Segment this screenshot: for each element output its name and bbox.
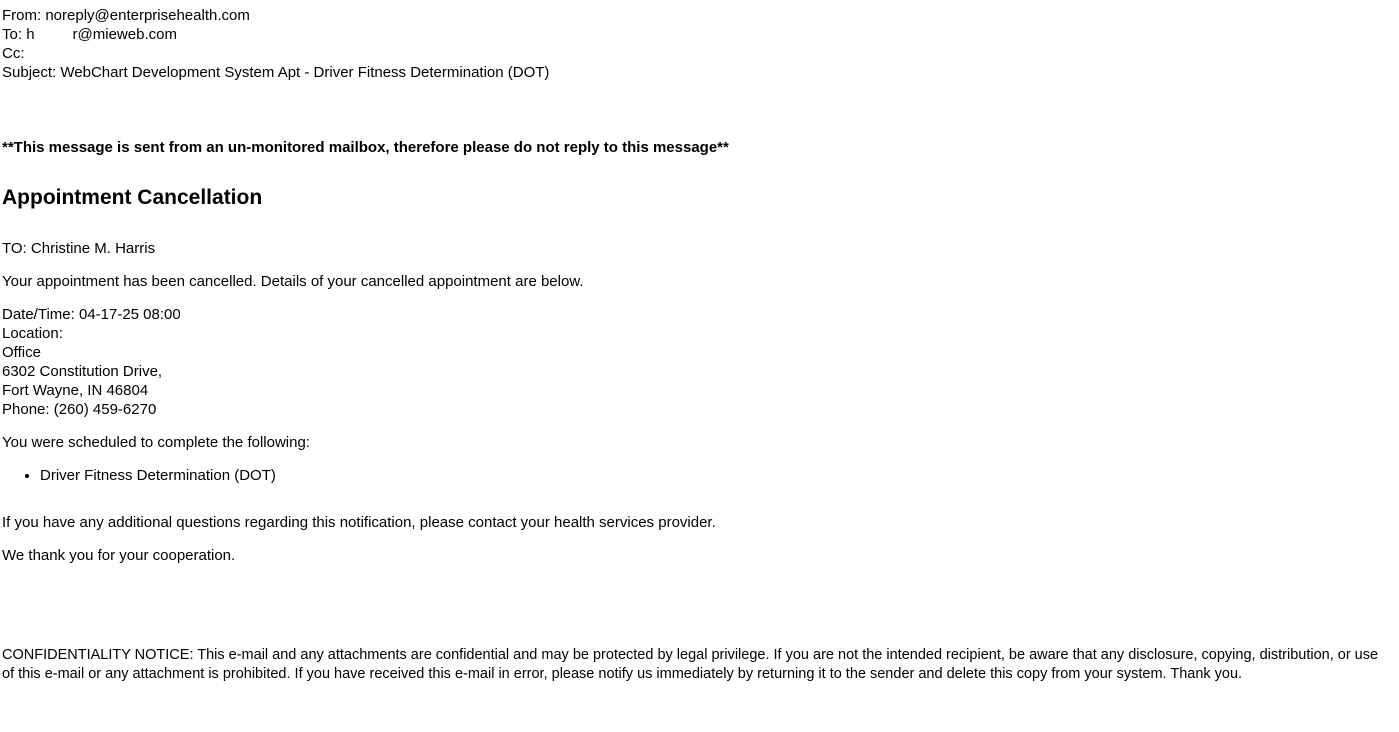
appointment-address-line2: Fort Wayne, IN 46804 bbox=[2, 382, 149, 399]
recipient-line: TO: Christine M. Harris bbox=[2, 240, 156, 257]
spacer-after-recipient bbox=[2, 258, 1399, 272]
scheduled-items-list bbox=[2, 466, 1399, 485]
email-header-cc bbox=[2, 44, 1399, 63]
to-label: To: bbox=[2, 26, 23, 43]
to-value-suffix: r@mieweb.com bbox=[72, 26, 177, 43]
from-value: noreply@enterprisehealth.com bbox=[45, 7, 250, 24]
page-title: Appointment Cancellation bbox=[2, 186, 263, 209]
to-value-prefix: h bbox=[26, 26, 35, 43]
appointment-phone: Phone: (260) 459-6270 bbox=[2, 401, 157, 418]
email-header-from bbox=[2, 6, 1399, 25]
appointment-location-name: Office bbox=[2, 344, 41, 361]
spacer-after-details bbox=[2, 419, 1399, 433]
thanks-text: We thank you for your cooperation. bbox=[2, 547, 236, 564]
list-item: • Driver Fitness Determination (DOT) bbox=[40, 466, 1399, 485]
email-header-subject bbox=[2, 63, 1399, 82]
email-header-to bbox=[2, 25, 1399, 44]
spacer-before-list bbox=[2, 452, 1399, 466]
spacer-after-list bbox=[2, 485, 1399, 513]
appointment-details-block bbox=[2, 305, 1399, 419]
spacer-after-title bbox=[2, 211, 1399, 239]
cc-label: Cc: bbox=[2, 45, 25, 62]
cancellation-text: Your appointment has been cancelled. Details of your cancelled appointment are below. bbox=[2, 273, 584, 290]
spacer-before-details bbox=[2, 291, 1399, 305]
scheduled-intro: You were scheduled to complete the following: bbox=[2, 434, 310, 451]
appointment-datetime: Date/Time: 04-17-25 08:00 bbox=[2, 306, 181, 323]
spacer-after-notice bbox=[2, 157, 1399, 185]
subject-label: Subject: bbox=[2, 64, 57, 81]
spacer-before-confidentiality bbox=[2, 565, 1399, 631]
appointment-address-line1: 6302 Constitution Drive, bbox=[2, 363, 163, 380]
questions-text: If you have any additional questions regarding this notification, please contact your health services provider. bbox=[2, 514, 716, 531]
appointment-location-label: Location: bbox=[2, 325, 63, 342]
email-header-block bbox=[2, 6, 1399, 82]
subject-value: WebChart Development System Apt - Driver Fitness Determination (DOT) bbox=[60, 64, 550, 81]
unmonitored-mailbox-notice: **This message is sent from an un-monitored mailbox, therefore please do not reply to this message** bbox=[2, 139, 729, 156]
confidentiality-notice: CONFIDENTIALITY NOTICE: This e-mail and any attachments are confidential and may be protected by legal privilege. If you are not the intended recipient, be aware that any disclosure, copying, distribution, or use of this e-mail or any attachment is prohibited. If you have received this e-mail in error, please notify us immediately by returning it to the sender and delete this copy from your system. Thank you. bbox=[2, 646, 1379, 682]
from-label: From: bbox=[2, 7, 42, 24]
spacer-after-questions bbox=[2, 532, 1399, 546]
spacer-after-headers bbox=[2, 82, 1399, 138]
